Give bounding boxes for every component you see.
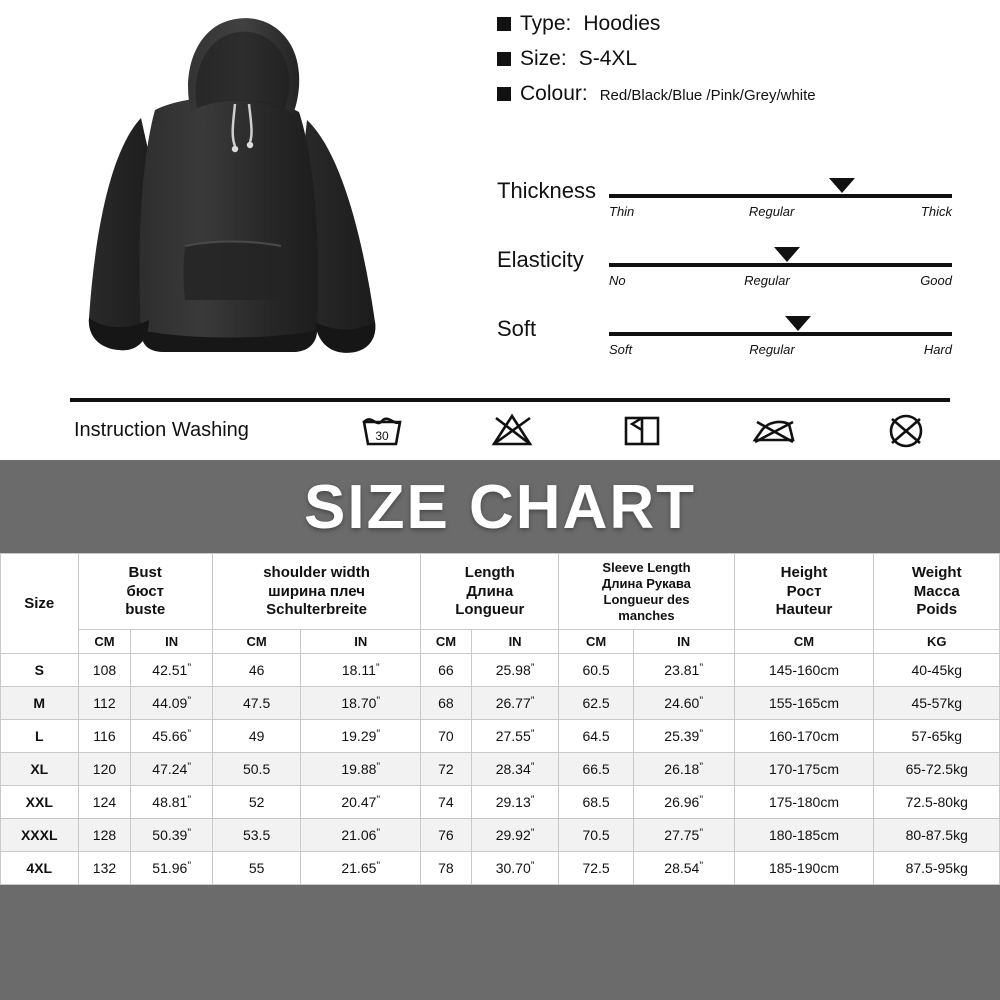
attribute-sliders: [497, 172, 952, 379]
cell-length-in: 27.55 ”: [471, 720, 559, 753]
cell-height: 155-165cm: [734, 687, 874, 720]
col-header-length-fr: Longueur: [455, 600, 525, 618]
col-header-sleeve-fr2: manches: [618, 607, 675, 623]
bullet-square-icon: [497, 17, 511, 31]
washing-instructions: [70, 398, 950, 458]
unit-shoulder-cm: CM: [212, 630, 300, 654]
spec-value-size: S-4XL: [578, 47, 638, 70]
cell-shoulder-cm: 52: [212, 786, 300, 819]
washing-icon-row: [360, 410, 950, 450]
unit-sleeve-in: IN: [633, 630, 734, 654]
cell-bust-cm: 116: [78, 720, 131, 753]
cell-length-cm: 68: [421, 687, 472, 720]
cell-shoulder-in: 21.65 ”: [301, 852, 421, 885]
cell-height: 160-170cm: [734, 720, 874, 753]
cell-shoulder-in: 19.29 ”: [301, 720, 421, 753]
svg-text:30: 30: [375, 429, 389, 443]
col-header-bust-ru: бюст: [126, 582, 165, 600]
cell-sleeve-cm: 66.5: [559, 753, 633, 786]
unit-header-row: [1, 630, 1000, 654]
col-header-height-ru: Pocт: [786, 582, 822, 600]
table-row: [1, 819, 1000, 852]
slider-marker-thickness: [829, 178, 855, 193]
cell-size: XXL: [1, 786, 79, 819]
cell-shoulder-cm: 53.5: [212, 819, 300, 852]
cell-bust-cm: 132: [78, 852, 131, 885]
cell-shoulder-in: 18.11 ”: [301, 654, 421, 687]
tumble-dry-icon: [620, 410, 664, 450]
do-not-iron-icon: [750, 410, 798, 450]
unit-weight-kg: KG: [874, 630, 1000, 654]
spec-label-type: Type:: [520, 12, 572, 35]
table-row: [1, 786, 1000, 819]
cell-bust-in: 51.96 ”: [131, 852, 213, 885]
cell-bust-cm: 124: [78, 786, 131, 819]
cell-shoulder-cm: 47.5: [212, 687, 300, 720]
cell-length-cm: 70: [421, 720, 472, 753]
slider-mark-good: Good: [920, 273, 952, 288]
hoodie-illustration-svg: [45, 0, 445, 400]
spec-label-size: Size:: [520, 47, 567, 70]
cell-sleeve-cm: 60.5: [559, 654, 633, 687]
slider-mark-soft: Soft: [609, 342, 633, 357]
size-chart-section: [0, 460, 1000, 1000]
unit-bust-cm: CM: [78, 630, 131, 654]
slider-mark-regular: Regular: [744, 273, 790, 288]
cell-bust-in: 44.09 ”: [131, 687, 213, 720]
slider-mark-hard: Hard: [923, 342, 952, 357]
cell-sleeve-cm: 70.5: [559, 819, 633, 852]
col-header-sleeve-en: Sleeve Length: [602, 560, 691, 575]
cell-length-in: 29.13 ”: [471, 786, 559, 819]
cell-shoulder-cm: 50.5: [212, 753, 300, 786]
col-header-bust-fr: buste: [125, 600, 166, 618]
cell-sleeve-in: 26.96 ”: [633, 786, 734, 819]
unit-height-cm: CM: [734, 630, 874, 654]
col-header-sleeve-ru: Длина Рукава: [602, 575, 691, 591]
cell-weight: 72.5-80kg: [874, 786, 1000, 819]
table-row: [1, 654, 1000, 687]
cell-height: 170-175cm: [734, 753, 874, 786]
spec-label-colour: Colour:: [520, 82, 588, 105]
cell-length-in: 28.34 ”: [471, 753, 559, 786]
col-header-length-ru: Длина: [466, 582, 514, 600]
cell-shoulder-in: 19.88 ”: [301, 753, 421, 786]
col-header-height: [734, 554, 874, 630]
slider-title-soft: Soft: [497, 316, 537, 341]
cell-length-in: 29.92 ”: [471, 819, 559, 852]
col-header-height-en: Height: [780, 564, 828, 582]
cell-sleeve-in: 28.54 ”: [633, 852, 734, 885]
slider-marker-elasticity: [774, 247, 800, 262]
unit-sleeve-cm: CM: [559, 630, 633, 654]
cell-bust-in: 42.51 ”: [131, 654, 213, 687]
cell-height: 145-160cm: [734, 654, 874, 687]
spec-value-colour: Red/Black/Blue /Pink/Grey/white: [599, 87, 816, 104]
slider-soft: [497, 310, 952, 379]
cell-sleeve-cm: 68.5: [559, 786, 633, 819]
cell-shoulder-in: 18.70 ”: [301, 687, 421, 720]
size-chart-title: SIZE CHART: [304, 473, 696, 542]
do-not-bleach-icon: [490, 410, 534, 450]
unit-length-cm: CM: [421, 630, 472, 654]
cell-length-cm: 78: [421, 852, 472, 885]
col-header-sleeve: [559, 554, 734, 630]
spec-list: [497, 12, 816, 117]
col-header-shoulder-en: shoulder width: [263, 564, 370, 582]
cell-bust-cm: 108: [78, 654, 131, 687]
cell-sleeve-in: 25.39 ”: [633, 720, 734, 753]
slider-elasticity: [497, 241, 952, 310]
bullet-square-icon: [497, 52, 511, 66]
cell-weight: 45-57kg: [874, 687, 1000, 720]
cell-length-cm: 66: [421, 654, 472, 687]
col-header-weight-ru: Macca: [913, 582, 960, 600]
unit-shoulder-in: IN: [301, 630, 421, 654]
cell-weight: 57-65kg: [874, 720, 1000, 753]
cell-bust-in: 50.39 ”: [131, 819, 213, 852]
cell-size: XL: [1, 753, 79, 786]
col-header-shoulder-ru: ширина плеч: [268, 582, 365, 600]
unit-length-in: IN: [471, 630, 559, 654]
col-header-shoulder-de: Schulterbreite: [266, 600, 367, 618]
slider-mark-no: No: [609, 273, 626, 288]
cell-shoulder-in: 20.47 ”: [301, 786, 421, 819]
size-chart-body: [1, 654, 1000, 885]
cell-shoulder-cm: 55: [212, 852, 300, 885]
cell-size: L: [1, 720, 79, 753]
slider-mark-thin: Thin: [609, 204, 635, 219]
cell-size: S: [1, 654, 79, 687]
slider-track-soft: [609, 332, 952, 336]
spec-value-type: Hoodies: [583, 12, 661, 35]
cell-shoulder-cm: 49: [212, 720, 300, 753]
cell-length-cm: 76: [421, 819, 472, 852]
col-header-shoulder: [212, 554, 420, 630]
cell-length-cm: 72: [421, 753, 472, 786]
slider-marker-soft: [785, 316, 811, 331]
col-header-weight-en: Weight: [911, 564, 962, 582]
cell-weight: 40-45kg: [874, 654, 1000, 687]
product-info-section: [0, 0, 1000, 460]
cell-bust-cm: 128: [78, 819, 131, 852]
col-header-length-en: Length: [464, 564, 515, 582]
col-header-size: Size: [1, 554, 79, 654]
table-row: [1, 720, 1000, 753]
col-header-height-fr: Hauteur: [775, 600, 833, 618]
cell-bust-cm: 112: [78, 687, 131, 720]
slider-mark-regular: Regular: [749, 342, 795, 357]
table-row: [1, 687, 1000, 720]
spec-row-colour: [497, 82, 816, 106]
slider-title-elasticity: Elasticity: [497, 247, 584, 272]
cell-length-cm: 74: [421, 786, 472, 819]
slider-track-thickness: [609, 194, 952, 198]
col-header-bust-en: Bust: [128, 564, 162, 582]
cell-height: 180-185cm: [734, 819, 874, 852]
spec-row-size: [497, 47, 816, 71]
slider-thickness: [497, 172, 952, 241]
col-header-bust: [78, 554, 212, 630]
spec-row-type: [497, 12, 816, 36]
slider-marks-thickness: [609, 204, 952, 219]
cell-weight: 87.5-95kg: [874, 852, 1000, 885]
wash-30-icon: [360, 410, 404, 450]
cell-sleeve-in: 27.75 ”: [633, 819, 734, 852]
cell-bust-cm: 120: [78, 753, 131, 786]
col-header-weight: [874, 554, 1000, 630]
col-header-length: [421, 554, 559, 630]
cell-bust-in: 47.24 ”: [131, 753, 213, 786]
cell-weight: 80-87.5kg: [874, 819, 1000, 852]
table-row: [1, 753, 1000, 786]
cell-sleeve-cm: 62.5: [559, 687, 633, 720]
col-header-weight-fr: Poids: [916, 600, 958, 618]
table-row: [1, 852, 1000, 885]
cell-sleeve-in: 24.60 ”: [633, 687, 734, 720]
cell-height: 175-180cm: [734, 786, 874, 819]
slider-marks-elasticity: [609, 273, 952, 288]
cell-bust-in: 45.66 ”: [131, 720, 213, 753]
slider-title-thickness: Thickness: [497, 178, 597, 203]
cell-height: 185-190cm: [734, 852, 874, 885]
size-chart-table: [0, 553, 1000, 885]
cell-sleeve-in: 23.81 ”: [633, 654, 734, 687]
size-chart-head: [1, 554, 1000, 654]
slider-track-elasticity: [609, 263, 952, 267]
cell-sleeve-cm: 64.5: [559, 720, 633, 753]
hoodie-product-image: [45, 0, 445, 400]
cell-size: 4XL: [1, 852, 79, 885]
cell-length-in: 26.77 ”: [471, 687, 559, 720]
bullet-square-icon: [497, 87, 511, 101]
cell-size: M: [1, 687, 79, 720]
cell-bust-in: 48.81 ”: [131, 786, 213, 819]
cell-shoulder-cm: 46: [212, 654, 300, 687]
do-not-dry-clean-icon: [884, 410, 928, 450]
washing-title: Instruction Washing: [74, 418, 249, 441]
cell-weight: 65-72.5kg: [874, 753, 1000, 786]
cell-length-in: 30.70 ”: [471, 852, 559, 885]
slider-mark-thick: Thick: [920, 204, 952, 219]
cell-length-in: 25.98 ”: [471, 654, 559, 687]
slider-mark-regular: Regular: [748, 204, 795, 219]
slider-marks-soft: [609, 342, 952, 357]
cell-sleeve-cm: 72.5: [559, 852, 633, 885]
cell-size: XXXL: [1, 819, 79, 852]
unit-bust-in: IN: [131, 630, 213, 654]
cell-shoulder-in: 21.06 ”: [301, 819, 421, 852]
col-header-sleeve-fr1: Longueur des: [603, 591, 690, 607]
cell-sleeve-in: 26.18 ”: [633, 753, 734, 786]
